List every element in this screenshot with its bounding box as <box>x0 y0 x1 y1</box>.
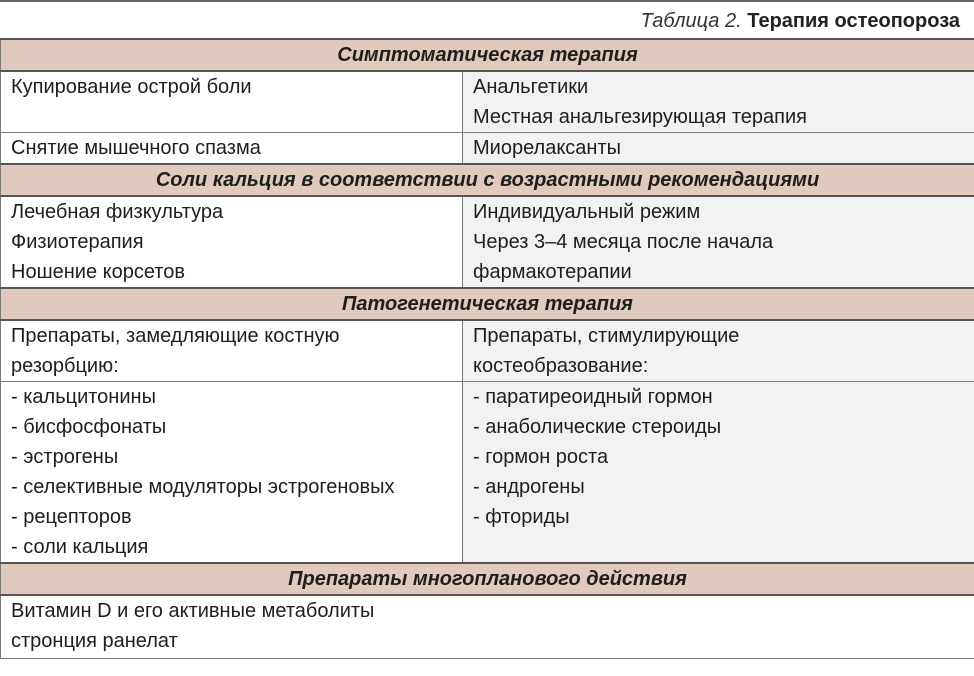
left-cell <box>1 71 463 133</box>
cell-line: Снятие мышечного спазма <box>11 137 261 159</box>
cell-line: - андрогены <box>473 476 585 498</box>
section-header-row <box>1 288 974 320</box>
table-caption <box>641 4 960 38</box>
section-header-row <box>1 563 974 595</box>
section-header: Патогенетическая терапия <box>1 288 974 320</box>
cell-line: Местная анальгезирующая терапия <box>473 106 807 128</box>
section-header: Симптоматическая терапия <box>1 39 974 71</box>
cell-line: фармакотерапии <box>473 261 632 283</box>
cell-line: Купирование острой боли <box>11 76 252 98</box>
cell-line: - селективные модуляторы эстрогеновых <box>11 476 395 498</box>
cell-line: - паратиреоидный гормон <box>473 386 713 408</box>
full-cell <box>1 595 974 659</box>
left-cell <box>1 133 463 165</box>
right-cell <box>463 71 974 133</box>
therapy-table <box>0 38 974 659</box>
top-rule <box>0 0 974 2</box>
table-row <box>1 595 974 659</box>
table-row <box>1 196 974 288</box>
left-cell <box>1 320 463 382</box>
cell-line: - кальцитонины <box>11 386 156 408</box>
cell-line: - фториды <box>473 506 570 528</box>
cell-line: Лечебная физкультура <box>11 201 224 223</box>
cell-line: Препараты, замедляющие костную <box>11 325 340 347</box>
section-header-row <box>1 39 974 71</box>
cell-line: костеобразование: <box>473 355 649 377</box>
cell-line: - соли кальция <box>11 536 149 558</box>
caption-title: Терапия остеопороза <box>747 10 960 32</box>
cell-line: - гормон роста <box>473 446 609 468</box>
cell-line: Индивидуальный режим <box>473 201 701 223</box>
section-header-row <box>1 164 974 196</box>
cell-line: Через 3–4 месяца после начала <box>473 231 774 253</box>
cell-line: Препараты, стимулирующие <box>473 325 740 347</box>
caption-label: Таблица 2. <box>640 10 742 32</box>
section-header: Соли кальция в соответствии с возрастными рекомендациями <box>1 164 974 196</box>
table-row <box>1 71 974 133</box>
cell-line: Витамин D и его активные метаболиты <box>11 600 375 622</box>
cell-line: - бисфосфонаты <box>11 416 167 438</box>
left-cell <box>1 382 463 564</box>
table-row <box>1 133 974 165</box>
cell-line: Ношение корсетов <box>11 261 185 283</box>
cell-line: - рецепторов <box>11 506 132 528</box>
right-cell <box>463 196 974 288</box>
cell-line: - эстрогены <box>11 446 119 468</box>
right-cell <box>463 320 974 382</box>
table-row <box>1 320 974 382</box>
cell-line: Анальгетики <box>473 76 589 98</box>
table-row <box>1 382 974 564</box>
cell-line: - анаболические стероиды <box>473 416 722 438</box>
cell-line: резорбцию: <box>11 355 119 377</box>
section-header: Препараты многопланового действия <box>1 563 974 595</box>
cell-line: Физиотерапия <box>11 231 144 253</box>
right-cell <box>463 133 974 165</box>
cell-line: стронция ранелат <box>11 630 178 652</box>
left-cell <box>1 196 463 288</box>
cell-line: Миорелаксанты <box>473 137 622 159</box>
right-cell <box>463 382 974 564</box>
